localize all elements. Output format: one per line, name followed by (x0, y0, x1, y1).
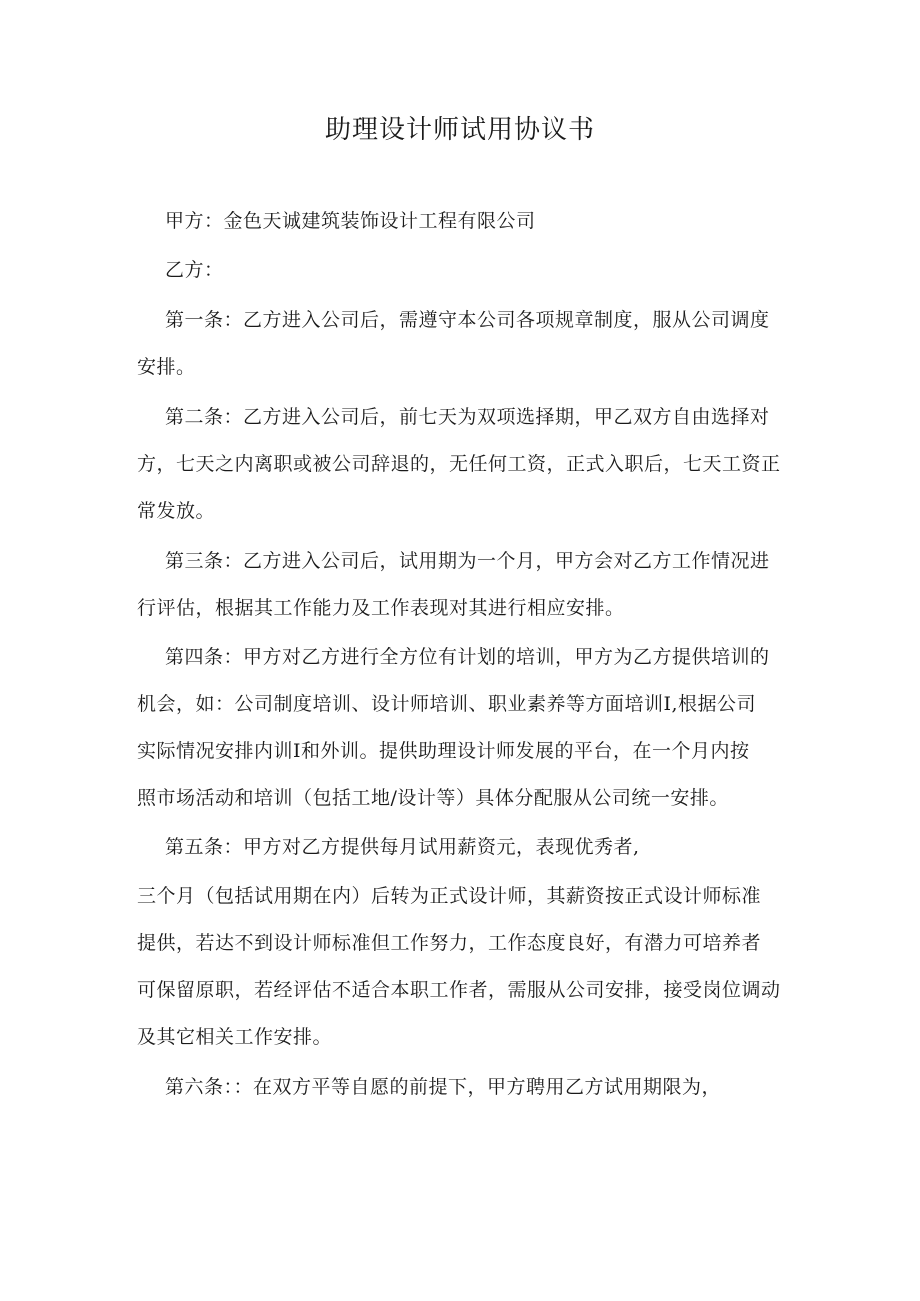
article-4-line-3: 实际情况安排内训Ⅰ和外训。提供助理设计师发展的平台，在一个月内按 (137, 740, 750, 762)
article-3-line-2: 行评估，根据其工作能力及工作表现对其进行相应安排。 (137, 597, 625, 619)
article-6-line-1: 第六条：：在双方平等自愿的前提下，甲方聘用乙方试用期限为， (165, 1076, 722, 1098)
article-2-line-1: 第二条：乙方进入公司后，前七天为双项选择期，甲乙双方自由选择对 (165, 406, 770, 428)
article-4-line-2: 机会，如：公司制度培训、设计师培训、职业素养等方面培训Ⅰ,根据公司 (137, 693, 757, 715)
article-5-line-2: 三个月（包括试用期在内）后转为正式设计师，其薪资按正式设计师标准 (137, 885, 762, 907)
article-2-line-3: 常发放。 (137, 500, 216, 522)
article-3-line-1: 第三条：乙方进入公司后，试用期为一个月，甲方会对乙方工作情况进 (165, 550, 770, 572)
party-b-line: 乙方： (165, 259, 224, 281)
article-1-line-1: 第一条：乙方进入公司后，需遵守本公司各项规章制度，服从公司调度 (165, 309, 770, 331)
document-title: 助理设计师试用协议书 (324, 115, 595, 145)
article-1-line-2: 安排。 (137, 356, 196, 378)
article-4-line-1: 第四条：甲方对乙方进行全方位有计划的培训，甲方为乙方提供培训的 (165, 646, 770, 668)
article-5-line-5: 及其它相关工作安排。 (137, 1026, 333, 1048)
article-5-line-3: 提供，若达不到设计师标准但工作努力，工作态度良好，有潜力可培养者 (137, 932, 762, 954)
article-4-line-4: 照市场活动和培训（包括工地/设计等）具体分配服从公司统一安排。 (137, 787, 729, 809)
article-5-line-1: 第五条：甲方对乙方提供每月试用薪资元，表现优秀者, (165, 836, 640, 858)
party-a-line: 甲方：金色天诚建筑装饰设计工程有限公司 (165, 210, 536, 232)
article-2-line-2: 方，七天之内离职或被公司辞退的，无任何工资，正式入职后，七天工资正 (137, 453, 781, 475)
article-5-line-4: 可保留原职，若经评估不适合本职工作者，需服从公司安排，接受岗位调动 (137, 979, 781, 1001)
